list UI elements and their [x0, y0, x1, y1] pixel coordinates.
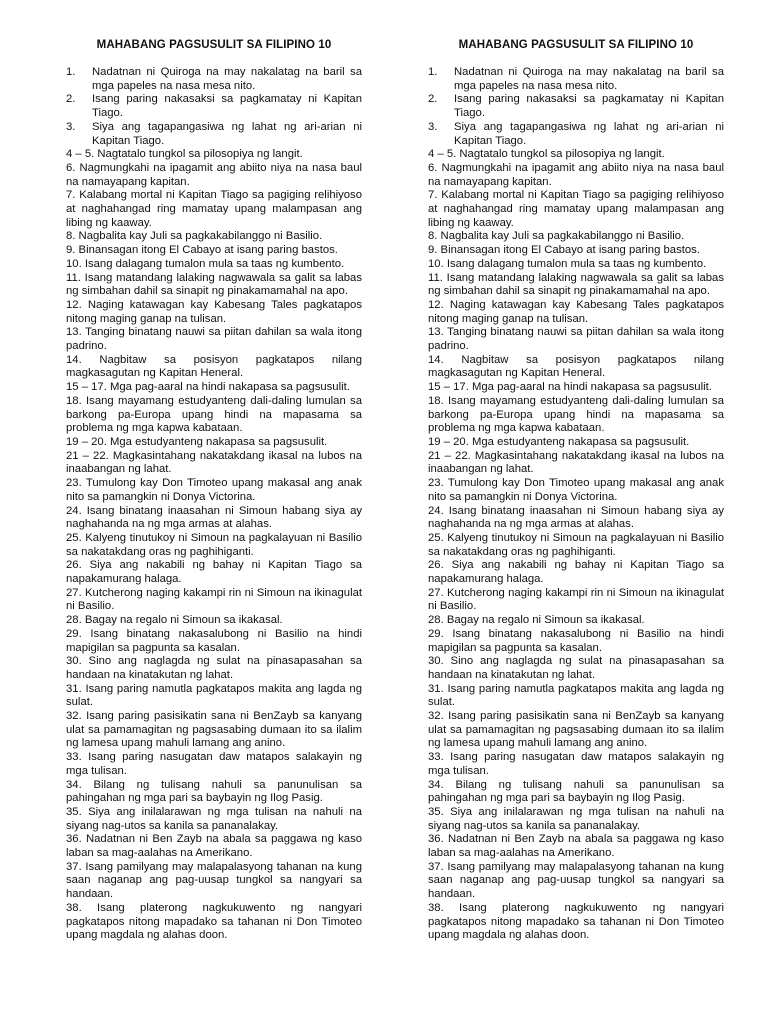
question-item — [428, 93, 724, 120]
question-item: 8. Nagbalita kay Juli sa pagkakabilanggo ni Basilio. — [66, 230, 323, 243]
question-item: 26. Siya ang nakabili ng bahay ni Kapitan Tiago sa napakamurang halaga. — [428, 559, 724, 586]
question-item: 7. Kalabang mortal ni Kapitan Tiago sa pagiging relihiyoso at naghahangad ring mamatay upang malampasan ang libing ng kaaway. — [66, 189, 362, 229]
question-item: 21 – 22. Magkasintahang nakatakdang ikasal na lubos na inaabangan ng lahat. — [66, 449, 362, 476]
question-item: 8. Nagbalita kay Juli sa pagkakabilanggo ni Basilio. — [428, 230, 685, 243]
question-item: 23. Tumulong kay Don Timoteo upang makasal ang anak nito sa pamangkin ni Donya Victorina. — [66, 477, 362, 503]
question-number: 1. — [428, 66, 438, 78]
question-item: 9. Binansagan itong El Cabayo at isang paring bastos. — [66, 244, 338, 257]
question-item: 27. Kutcherong naging kakampi rin ni Simoun na ikinagulat ni Basilio. — [428, 586, 724, 613]
question-item: 12. Naging katawagan kay Kabesang Tales pagkatapos nitong maging ganap na tulisan. — [66, 298, 362, 325]
question-item: 26. Siya ang nakabili ng bahay ni Kapitan Tiago sa napakamurang halaga. — [66, 559, 362, 586]
question-item: 14. Nagbitaw sa posisyon pagkatapos nilang magkasagutan ng Kapitan Heneral. — [66, 353, 362, 380]
question-item: 28. Bagay na regalo ni Simoun sa ikakasal. — [428, 614, 645, 627]
question-number: 3. — [428, 120, 438, 133]
question-item: 24. Isang binatang inaasahan ni Simoun habang siya ay naghahanda na ng mga armas at alahas. — [428, 504, 724, 531]
question-item: 25. Kalyeng tinutukoy ni Simoun na pagkalayuan ni Basilio sa nakatakdang oras ng paghihiganti. — [428, 531, 724, 558]
question-text: Nadatnan ni Quiroga na may nakalatag na baril sa mga papeles na nasa mesa nito. — [92, 66, 362, 92]
question-item: 34. Bilang ng tulisang nahuli sa panunulisan sa pahingahan ng mga pari sa baybayin ng Ilog Pasig. — [66, 778, 362, 805]
question-list — [428, 66, 724, 943]
question-item — [66, 66, 362, 93]
question-item: 31. Isang paring namutla pagkatapos makita ang lagda ng sulat. — [428, 682, 724, 709]
question-item: 36. Nadatnan ni Ben Zayb na abala sa paggawa ng kaso laban sa mag-aalahas na Amerikano. — [428, 833, 724, 860]
question-item: 29. Isang binatang nakasalubong ni Basilio na hindi mapigilan sa pagpunta sa kasalan. — [428, 627, 724, 654]
question-item: 15 – 17. Mga pag-aaral na hindi nakapasa sa pagsusulit. — [428, 381, 712, 394]
question-item: 27. Kutcherong naging kakampi rin ni Simoun na ikinagulat ni Basilio. — [66, 586, 362, 613]
question-item: 23. Tumulong kay Don Timoteo upang makasal ang anak nito sa pamangkin ni Donya Victorina. — [428, 477, 724, 503]
question-number: 2. — [66, 93, 76, 106]
question-item: 6. Nagmungkahi na ipagamit ang abiito niya na nasa baul na namayapang kapitan. — [66, 161, 362, 188]
question-item: 4 – 5. Nagtatalo tungkol sa pilosopiya ng langit. — [428, 148, 665, 161]
question-text: Isang paring nakasaksi sa pagkamatay ni Kapitan Tiago. — [454, 93, 724, 120]
question-item: 18. Isang mayamang estudyanteng dali-daling lumulan sa barkong pa-Europa upang hindi na mapasama sa problema ng mga kapwa kabataan. — [66, 394, 362, 435]
question-item — [428, 121, 724, 148]
question-item: 7. Kalabang mortal ni Kapitan Tiago sa pagiging relihiyoso at naghahangad ring mamatay upang malampasan ang libing ng kaaway. — [428, 189, 724, 229]
question-item: 30. Sino ang naglagda ng sulat na pinasapasahan sa handaan na kinatakutan ng lahat. — [66, 655, 362, 681]
question-item: 36. Nadatnan ni Ben Zayb na abala sa paggawa ng kaso laban sa mag-aalahas na Amerikano. — [66, 833, 362, 860]
question-item: 11. Isang matandang lalaking nagwawala sa galit sa labas ng simbahan dahil sa sinapit ng pinakamamahal na apo. — [428, 271, 724, 298]
page-title: MAHABANG PAGSUSULIT SA FILIPINO 10 — [96, 39, 332, 51]
question-item: 25. Kalyeng tinutukoy ni Simoun na pagkalayuan ni Basilio sa nakatakdang oras ng paghihiganti. — [66, 531, 362, 558]
question-number: 1. — [66, 66, 76, 78]
question-item: 13. Tanging binatang nauwi sa piitan dahilan sa wala itong padrino. — [428, 326, 724, 353]
question-item: 21 – 22. Magkasintahang nakatakdang ikasal na lubos na inaabangan ng lahat. — [428, 449, 724, 476]
page-title: MAHABANG PAGSUSULIT SA FILIPINO 10 — [458, 39, 694, 51]
question-item: 31. Isang paring namutla pagkatapos makita ang lagda ng sulat. — [66, 682, 362, 709]
question-item: 38. Isang platerong nagkukuwento ng nangyari pagkatapos nitong mapadako sa tahanan ni Don Timoteo upang magdala ng alahas doon. — [428, 901, 724, 942]
question-item: 30. Sino ang naglagda ng sulat na pinasapasahan sa handaan na kinatakutan ng lahat. — [428, 655, 724, 681]
question-item: 15 – 17. Mga pag-aaral na hindi nakapasa sa pagsusulit. — [66, 381, 350, 394]
question-item: 28. Bagay na regalo ni Simoun sa ikakasal. — [66, 614, 283, 627]
question-item: 35. Siya ang inilalarawan ng mga tulisan na nahuli na siyang nag-utos sa kanila sa pananalakay. — [428, 805, 724, 832]
question-item: 4 – 5. Nagtatalo tungkol sa pilosopiya ng langit. — [66, 148, 303, 161]
question-item: 24. Isang binatang inaasahan ni Simoun habang siya ay naghahanda na ng mga armas at alahas. — [66, 504, 362, 531]
question-item: 32. Isang paring pasisikatin sana ni BenZayb sa kanyang ulat sa pamamagitan ng pagsasabing dumaan ito sa ilalim ng lamesa upang mahuli lamang ang anino. — [428, 710, 724, 750]
question-item: 33. Isang paring nasugatan daw matapos salakayin ng mga tulisan. — [66, 751, 362, 777]
question-item: 19 – 20. Mga estudyanteng nakapasa sa pagsusulit. — [428, 435, 690, 448]
question-item: 12. Naging katawagan kay Kabesang Tales pagkatapos nitong maging ganap na tulisan. — [428, 298, 724, 325]
question-item: 32. Isang paring pasisikatin sana ni BenZayb sa kanyang ulat sa pamamagitan ng pagsasabing dumaan ito sa ilalim ng lamesa upang mahuli lamang ang anino. — [66, 710, 362, 750]
question-item: 35. Siya ang inilalarawan ng mga tulisan na nahuli na siyang nag-utos sa kanila sa pananalakay. — [66, 805, 362, 832]
question-item — [66, 93, 362, 120]
question-text: Siya ang tagapangasiwa ng lahat ng ari-arian ni Kapitan Tiago. — [454, 120, 724, 147]
question-number: 3. — [66, 120, 76, 133]
question-item — [428, 66, 724, 93]
question-item: 10. Isang dalagang tumalon mula sa taas ng kumbento. — [428, 257, 707, 270]
question-text: Isang paring nakasaksi sa pagkamatay ni Kapitan Tiago. — [92, 93, 362, 120]
question-item: 10. Isang dalagang tumalon mula sa taas ng kumbento. — [66, 257, 345, 270]
question-item: 6. Nagmungkahi na ipagamit ang abiito niya na nasa baul na namayapang kapitan. — [428, 161, 724, 188]
question-text: Siya ang tagapangasiwa ng lahat ng ari-arian ni Kapitan Tiago. — [92, 120, 362, 147]
question-item: 33. Isang paring nasugatan daw matapos salakayin ng mga tulisan. — [428, 751, 724, 777]
question-item: 19 – 20. Mga estudyanteng nakapasa sa pagsusulit. — [66, 435, 328, 448]
question-item: 18. Isang mayamang estudyanteng dali-daling lumulan sa barkong pa-Europa upang hindi na mapasama sa problema ng mga kapwa kabataan. — [428, 394, 724, 435]
question-item — [66, 121, 362, 148]
question-item: 38. Isang platerong nagkukuwento ng nangyari pagkatapos nitong mapadako sa tahanan ni Don Timoteo upang magdala ng alahas doon. — [66, 901, 362, 942]
question-number: 2. — [428, 93, 438, 106]
exam-column-left — [66, 38, 362, 943]
question-list — [66, 66, 362, 943]
question-text: Nadatnan ni Quiroga na may nakalatag na baril sa mga papeles na nasa mesa nito. — [454, 66, 724, 92]
question-item: 37. Isang pamilyang may malapalasyong tahanan na kung saan naganap ang pag-uusap tungkol sa nangyari sa handaan. — [66, 860, 362, 901]
question-item: 13. Tanging binatang nauwi sa piitan dahilan sa wala itong padrino. — [66, 326, 362, 353]
question-item: 34. Bilang ng tulisang nahuli sa panunulisan sa pahingahan ng mga pari sa baybayin ng Ilog Pasig. — [428, 778, 724, 805]
exam-column-right — [428, 38, 724, 943]
question-item: 37. Isang pamilyang may malapalasyong tahanan na kung saan naganap ang pag-uusap tungkol sa nangyari sa handaan. — [428, 860, 724, 901]
question-item: 29. Isang binatang nakasalubong ni Basilio na hindi mapigilan sa pagpunta sa kasalan. — [66, 627, 362, 654]
question-item: 11. Isang matandang lalaking nagwawala sa galit sa labas ng simbahan dahil sa sinapit ng pinakamamahal na apo. — [66, 271, 362, 298]
question-item: 14. Nagbitaw sa posisyon pagkatapos nilang magkasagutan ng Kapitan Heneral. — [428, 353, 724, 380]
question-item: 9. Binansagan itong El Cabayo at isang paring bastos. — [428, 244, 700, 257]
